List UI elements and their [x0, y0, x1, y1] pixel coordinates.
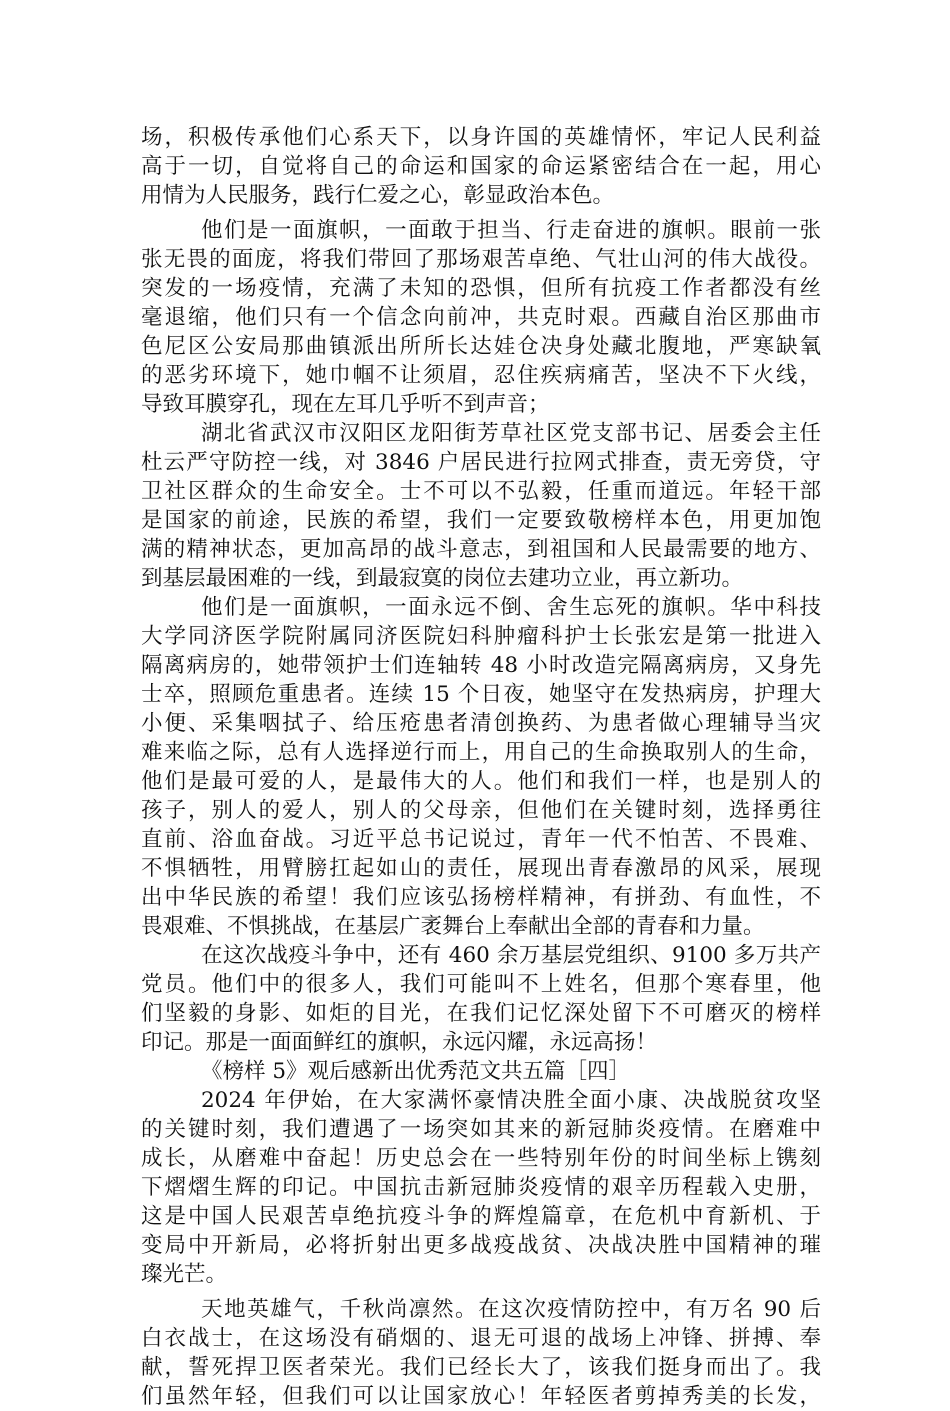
text-line: 党员。他们中的很多人，我们可能叫不上姓名，但那个寒春里，他 [141, 972, 821, 997]
text-line: 天地英雄气，千秋尚凛然。在这次疫情防控中，有万名 90 后 [201, 1297, 821, 1322]
text-line: 献，誓死捍卫医者荣光。我们已经长大了，该我们挺身而出了。我 [141, 1355, 821, 1380]
text-line: 们坚毅的身影、如炬的目光，在我们记忆深处留下不可磨灭的榜样 [141, 1001, 821, 1026]
text-line: 色尼区公安局那曲镇派出所所长达娃仓决身处藏北腹地，严寒缺氧 [141, 334, 821, 359]
text-line: 隔离病房的，她带领护士们连轴转 48 小时改造完隔离病房，又身先 [141, 653, 821, 678]
text-line: 成长，从磨难中奋起！历史总会在一些特别年份的时间坐标上镌刻 [141, 1146, 821, 1171]
text-line: 这是中国人民艰苦卓绝抗疫斗争的辉煌篇章，在危机中育新机、于 [141, 1204, 821, 1229]
text-line: 难来临之际，总有人选择逆行而上，用自己的生命换取别人的生命， [141, 740, 821, 765]
text-line: 场，积极传承他们心系天下，以身许国的英雄情怀，牢记人民利益 [141, 125, 821, 150]
text-line: 畏艰难、不惧挑战，在基层广袤舞台上奉献出全部的青春和力量。 [141, 914, 765, 939]
text-line: 到基层最困难的一线，到最寂寞的岗位去建功立业，再立新功。 [141, 566, 744, 591]
text-line: 大学同济医学院附属同济医院妇科肿瘤科护士长张宏是第一批进入 [141, 624, 821, 649]
text-line: 直前、浴血奋战。习近平总书记说过，青年一代不怕苦、不畏难、 [141, 827, 821, 852]
text-line: 湖北省武汉市汉阳区龙阳街芳草社区党支部书记、居委会主任 [201, 421, 821, 446]
text-line: 印记。那是一面面鲜红的旗帜，永远闪耀，永远高扬！ [141, 1030, 658, 1055]
text-line: 在这次战疫斗争中，还有 460 余万基层党组织、9100 多万共产 [201, 943, 821, 968]
text-line: 璨光芒。 [141, 1262, 228, 1287]
text-line: 的关键时刻，我们遭遇了一场突如其来的新冠肺炎疫情。在磨难中 [141, 1117, 821, 1142]
text-line: 变局中开新局，必将折射出更多战疫战贫、决战决胜中国精神的璀 [141, 1233, 821, 1258]
text-line: 出中华民族的希望！我们应该弘扬榜样精神，有拼劲、有血性，不 [141, 885, 821, 910]
text-line: 用情为人民服务，践行仁爱之心，彰显政治本色。 [141, 183, 615, 208]
text-line: 突发的一场疫情，充满了未知的恐惧，但所有抗疫工作者都没有丝 [141, 276, 821, 301]
text-line: 他们是一面旗帜，一面永远不倒、舍生忘死的旗帜。华中科技 [201, 595, 821, 620]
text-line: 孩子，别人的爱人，别人的父母亲，但他们在关键时刻，选择勇往 [141, 798, 821, 823]
text-line: 小便、采集咽拭子、给压疮患者清创换药、为患者做心理辅导当灾 [141, 711, 821, 736]
text-line: 导致耳膜穿孔，现在左耳几乎听不到声音； [141, 392, 550, 417]
text-line: 杜云严守防控一线，对 3846 户居民进行拉网式排查，责无旁贷，守 [141, 450, 821, 475]
text-line: 他们是一面旗帜，一面敢于担当、行走奋进的旗帜。眼前一张 [201, 218, 821, 243]
text-line: 士卒，照顾危重患者。连续 15 个日夜，她坚守在发热病房，护理大 [141, 682, 821, 707]
document-page [141, 123, 821, 1411]
text-line: 毫退缩，他们只有一个信念向前冲，共克时艰。西藏自治区那曲市 [141, 305, 821, 330]
text-line: 高于一切，自觉将自己的命运和国家的命运紧密结合在一起，用心 [141, 154, 821, 179]
text-line: 白衣战士，在这场没有硝烟的、退无可退的战场上冲锋、拼搏、奉 [141, 1326, 821, 1351]
section-heading: 《榜样 5》观后感新出优秀范文共五篇［四］ [201, 1059, 631, 1084]
text-line: 满的精神状态，更加高昂的战斗意志，到祖国和人民最需要的地方、 [141, 537, 821, 562]
text-line: 下熠熠生辉的印记。中国抗击新冠肺炎疫情的艰辛历程载入史册， [141, 1175, 821, 1200]
text-line: 们虽然年轻，但我们可以让国家放心！年轻医者剪掉秀美的长发， [141, 1384, 821, 1409]
text-line: 的恶劣环境下，她巾帼不让须眉，忍住疾病痛苦，坚决不下火线， [141, 363, 821, 388]
text-line: 卫社区群众的生命安全。士不可以不弘毅，任重而道远。年轻干部 [141, 479, 821, 504]
text-line: 他们是最可爱的人，是最伟大的人。他们和我们一样，也是别人的 [141, 769, 821, 794]
text-line: 2024 年伊始，在大家满怀豪情决胜全面小康、决战脱贫攻坚 [201, 1088, 821, 1113]
text-line: 不惧牺牲，用臂膀扛起如山的责任，展现出青春激昂的风采，展现 [141, 856, 821, 881]
text-line: 张无畏的面庞，将我们带回了那场艰苦卓绝、气壮山河的伟大战役。 [141, 247, 821, 272]
text-line: 是国家的前途，民族的希望，我们一定要致敬榜样本色，用更加饱 [141, 508, 821, 533]
